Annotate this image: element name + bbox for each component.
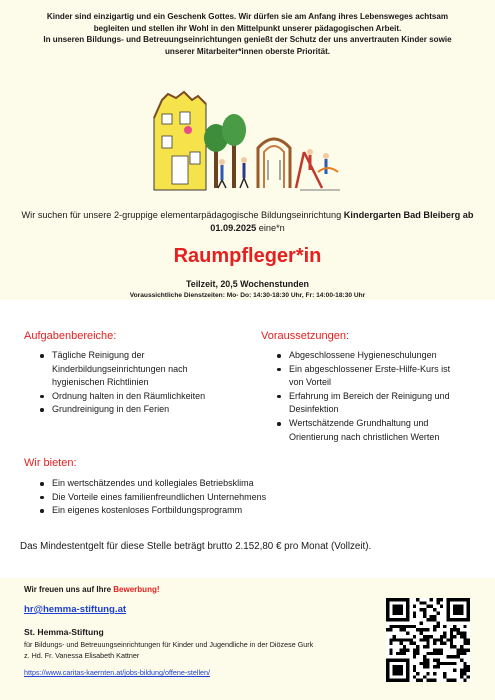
application-prompt-text: Wir freuen uns auf Ihre bbox=[24, 585, 114, 594]
application-prompt bbox=[24, 585, 160, 594]
intro-line: Kinder sind einzigartig und ein Geschenk Gottes. Wir dürfen sie am Anfang ihres Lebensweges achtsam bbox=[46, 12, 449, 21]
list-item: Ein abgeschlossener Erste-Hilfe-Kurs ist bbox=[275, 363, 485, 377]
list-item: Ordnung halten in den Räumlichkeiten bbox=[38, 390, 248, 404]
list-item: Kinderbildungseinrichtungen nach bbox=[52, 363, 188, 374]
job-search-text bbox=[0, 209, 495, 235]
list-item: Tägliche Reinigung der bbox=[38, 349, 248, 363]
job-title: Raumpfleger*in bbox=[173, 245, 322, 267]
working-hours: Teilzeit, 20,5 Wochenstunden bbox=[186, 279, 309, 289]
salary-text: Das Mindestentgelt für diese Stelle beträgt brutto 2.152,80 € pro Monat (Vollzeit). bbox=[20, 541, 372, 552]
website-link[interactable]: https://www.caritas-kaernten.at/jobs-bildung/offene-stellen/ bbox=[24, 668, 211, 677]
intro-line: unserer Mitarbeiter*innen oberste Priorität. bbox=[164, 46, 331, 56]
list-item: Grundreinigung in den Ferien bbox=[38, 403, 248, 417]
list-item: von Vorteil bbox=[289, 377, 332, 388]
list-item: Orientierung nach christlichen Werten bbox=[289, 431, 440, 442]
tasks-list bbox=[38, 349, 248, 417]
intro-line: begleiten und stellen ihr Wohl in den Mittelpunkt unserer pädagogischen Arbeit. bbox=[93, 23, 402, 33]
search-suffix: eine*n bbox=[256, 223, 285, 233]
organization-line: für Bildungs- und Betreuungseinrichtungen für Kinder und Jugendliche in der Diözese Gurk bbox=[24, 640, 314, 649]
offer-heading: Wir bieten: bbox=[24, 457, 77, 469]
email-link[interactable]: hr@hemma-stiftung.at bbox=[24, 604, 127, 615]
list-item: hygienischen Richtlinien bbox=[52, 377, 149, 388]
requirements-list bbox=[275, 349, 485, 444]
intro-line: In unseren Bildungs- und Betreuungseinrichtungen genießt der Schutz der uns anvertrauten Kinder sowie bbox=[43, 35, 452, 45]
application-highlight: Bewerbung! bbox=[113, 585, 160, 594]
requirements-heading: Voraussetzungen: bbox=[261, 330, 350, 342]
search-prefix: Wir suchen für unsere 2-gruppige elementarpädagogische Bildungseinrichtung bbox=[21, 210, 344, 220]
list-item: Wertschätzende Grundhaltung und bbox=[275, 417, 485, 431]
organization-description bbox=[24, 639, 374, 661]
list-item: Desinfektion bbox=[289, 404, 339, 415]
qr-code-icon[interactable] bbox=[386, 598, 470, 682]
organization-name: St. Hemma-Stiftung bbox=[24, 627, 104, 637]
list-item: Ein eigenes kostenloses Fortbildungsprogramm bbox=[38, 504, 478, 518]
list-item: Abgeschlossene Hygieneschulungen bbox=[275, 349, 485, 363]
list-item: Erfahrung im Bereich der Reinigung und bbox=[275, 390, 485, 404]
list-item: Ein wertschätzendes und kollegiales Betriebsklima bbox=[38, 477, 478, 491]
duty-times: Voraussichtliche Dienstzeiten: Mo- Do: 14:30-18:30 Uhr, Fr: 14:00-18:30 Uhr bbox=[129, 292, 366, 299]
offer-list bbox=[38, 477, 478, 518]
tasks-heading: Aufgabenbereiche: bbox=[24, 330, 117, 342]
intro-text bbox=[14, 11, 481, 57]
organization-line: z. Hd. Fr. Vanessa Elisabeth Kattner bbox=[24, 651, 140, 660]
list-item: Die Vorteile eines familienfreundlichen Unternehmens bbox=[38, 491, 478, 505]
facility-name: Kindergarten Bad Bleiberg ab bbox=[343, 210, 474, 220]
childrens-drawing-image bbox=[150, 90, 346, 196]
start-date: 01.09.2025 bbox=[210, 223, 257, 233]
